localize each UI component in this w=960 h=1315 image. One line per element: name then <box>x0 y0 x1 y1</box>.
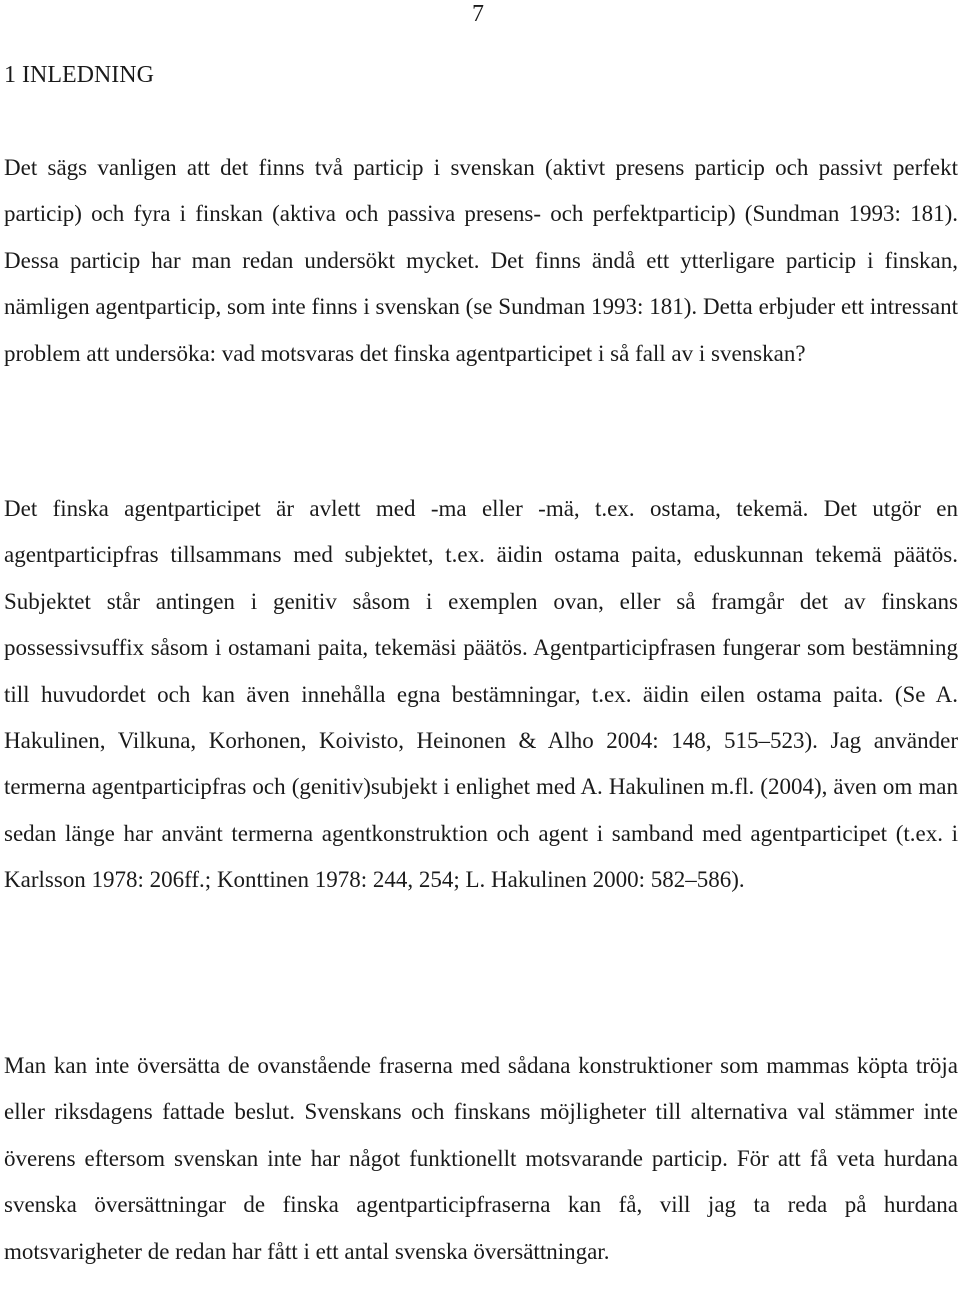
body-paragraph: Det finska agentparticipet är avlett med -ma eller -mä, t.ex. ostama, tekemä. Det utgör en agentparticipfras tillsammans med subjektet, t.ex. äidin ostama paita, eduskunnan tekemä päätös. Subjektet står antingen i genitiv såsom i exemplen ovan, eller så framgår det av finskans possessivsuffix såsom i ostamani paita, tekemäsi päätös. Agentparticipfrasen fungerar som bestämning till huvudordet och kan även innehålla egna bestämningar, t.ex. äidin eilen ostama paita. (Se A. Hakulinen, Vilkuna, Korhonen, Koivisto, Heinonen & Alho 2004: 148, 515–523). Jag använder termerna agentparticipfras och (genitiv)subjekt i enlighet med A. Hakulinen m.fl. (2004), även om man sedan länge har använt termerna agentkonstruktion och agent i samband med agentparticipet (t.ex. i Karlsson 1978: 206ff.; Konttinen 1978: 244, 254; L. Hakulinen 2000: 582–586). <box>4 496 958 893</box>
body-paragraph: Man kan inte översätta de ovanstående fraserna med sådana konstruktioner som mammas köpta tröja eller riksdagens fattade beslut. Svenskans och finskans möjligheter till alternativa val stämmer inte överens eftersom svenskan inte har något funktionellt motsvarande particip. För att få veta hurdana svenska översättningar de finska agentparticipfraserna kan få, vill jag ta reda på hurdana motsvarigheter de redan har fått i ett antal svenska översättningar. <box>4 1053 958 1264</box>
section-heading: 1 INLEDNING <box>4 62 154 88</box>
body-paragraph: Det sägs vanligen att det finns två particip i svenskan (aktivt presens particip och passivt perfekt particip) och fyra i finskan (aktiva och passiva presens- och perfektparticip) (Sundman 1993: 181). Dessa particip har man redan undersökt mycket. Det finns ändå ett ytterligare particip i finskan, nämligen agentparticip, som inte finns i svenskan (se Sundman 1993: 181). Detta erbjuder ett intressant problem att undersöka: vad motsvaras det finska agentparticipet i så fall av i svenskan? <box>4 155 958 366</box>
page-number: 7 <box>472 1 484 27</box>
